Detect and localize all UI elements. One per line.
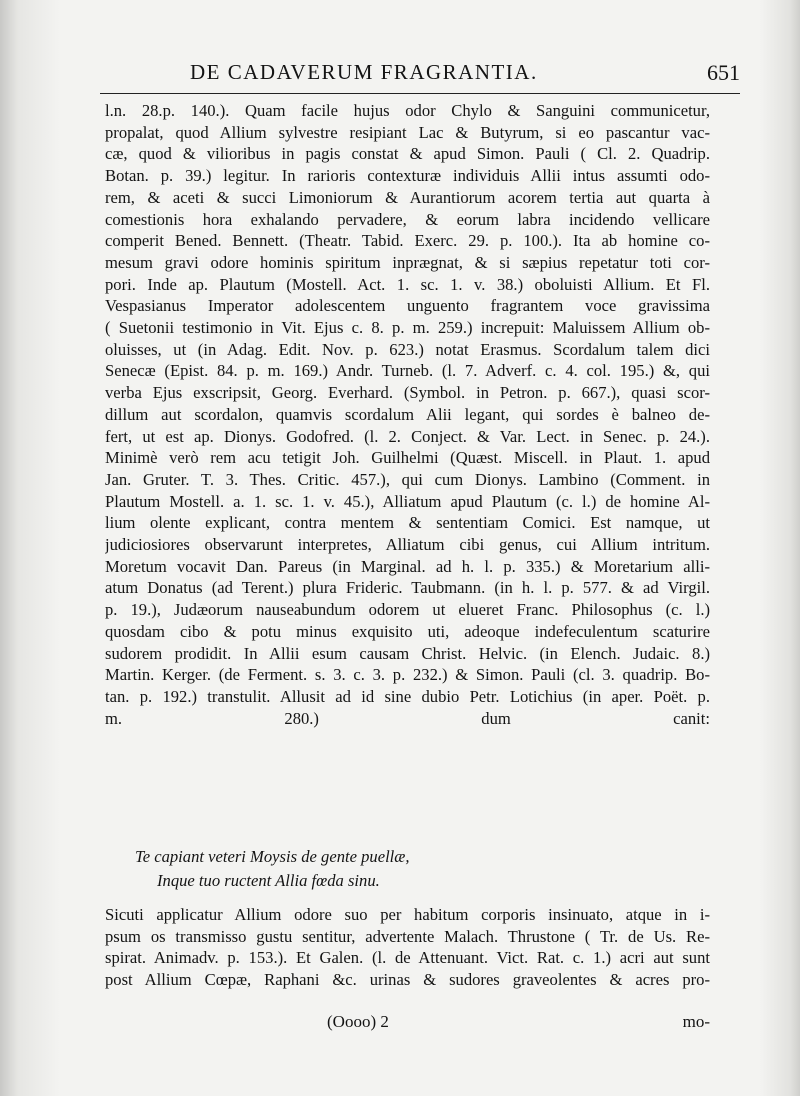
text-line: oluisses, ut (in Adag. Edit. Nov. p. 623.) notat Erasmus. Scordalum talem dici [105, 339, 710, 359]
text-line: psum os transmisso gustu sentitur, advertente Malach. Thrustone ( Tr. de Us. Re- [105, 926, 710, 946]
text-line: Vespasianus Imperator adolescentem unguento fragrantem voce gravissima [105, 296, 710, 316]
text-line: m. 280.) dum canit: [105, 708, 710, 728]
text-line: lium olente explicant, contra mentem & sententiam Comici. Est namque, ut [105, 513, 710, 533]
text-line: ( Suetonii testimonio in Vit. Ejus c. 8. p. m. 259.) increpuit: Maluissem Allium ob- [105, 318, 710, 338]
page-number: 651 [707, 60, 740, 85]
text-line: verba Ejus exscripsit, Georg. Everhard. (Symbol. in Petron. p. 667.), quasi scor- [105, 383, 710, 403]
text-line: mesum gravi odore hominis spiritum inprægnat, & si sæpius repetatur toti cor- [105, 252, 710, 272]
text-line: post Allium Cœpæ, Raphani &c. urinas & sudores graveolentes & acres pro- [105, 970, 710, 990]
text-line: p. 19.), Judæorum nauseabundum odorem ut elueret Franc. Philosophus (c. l.) [105, 600, 710, 620]
text-line: Minimè verò rem acu tetigit Joh. Guilhelmi (Quæst. Miscell. in Plaut. 1. apud [105, 448, 710, 468]
text-line: Martin. Kerger. (de Ferment. s. 3. c. 3. p. 232.) & Simon. Pauli (cl. 3. quadrip. Bo- [105, 665, 710, 685]
text-line: Plautum Mostell. a. 1. sc. 1. v. 45.), Alliatum apud Plautum (c. l.) de homine Al- [105, 491, 710, 511]
signature-mark: (Oooo) 2 [327, 1012, 389, 1031]
text-line: pori. Inde ap. Plautum (Mostell. Act. 1. sc. 1. v. 38.) oboluisti Allium. Et Fl. [105, 274, 710, 294]
text-line: quosdam cibo & potu minus exquisito uti, adeoque indefeculentum scaturire [105, 621, 710, 641]
verse-line: Inque tuo ructent Allia fœda sinu. [157, 871, 380, 890]
text-line: Jan. Gruter. T. 3. Thes. Critic. 457.), qui cum Dionys. Lambino (Comment. in [105, 469, 710, 489]
text-line: judiciosiores observarunt interpretes, Alliatum cibi genus, cui Allium intritum. [105, 535, 710, 555]
text-line: Moretum vocavit Dan. Pareus (in Marginal. ad h. l. p. 335.) & Moretarium alli- [105, 556, 710, 576]
text-line: fert, ut est ap. Dionys. Godofred. (l. 2. Conject. & Var. Lect. in Senec. p. 24.). [105, 426, 710, 446]
text-line: Senecæ (Epist. 84. p. m. 169.) Andr. Turneb. (l. 7. Adverf. c. 4. col. 195.) &, qui [105, 361, 710, 381]
text-line: sudorem prodidit. In Allii esum causam Christ. Helvic. (in Elench. Judaic. 8.) [105, 643, 710, 663]
header-rule [100, 93, 740, 94]
text-line: dillum aut scordalon, quamvis scordalum Alii legant, qui sordes è balneo de- [105, 404, 710, 424]
text-line: tan. p. 192.) transtulit. Allusit ad id sine dubio Petr. Lotichius (in aper. Poët. p. [105, 686, 710, 706]
text-line: comestionis hora exhalando pervadere, & eorum labra incidendo vellicare [105, 209, 710, 229]
verse-line: Te capiant veteri Moysis de gente puellæ, [135, 847, 410, 866]
text-line: spirat. Animadv. p. 153.). Et Galen. (l. de Attenuant. Vict. Rat. c. 1.) acri aut sunt [105, 948, 710, 968]
text-line: Sicuti applicatur Allium odore suo per habitum corporis insinuato, atque in i- [105, 905, 710, 924]
page-header [100, 60, 740, 90]
verse-quotation [135, 845, 410, 893]
text-line: comperit Bened. Bennett. (Theatr. Tabid. Exerc. 29. p. 100.). Ita ab homine co- [105, 231, 710, 251]
text-line: Botan. p. 39.) legitur. In rarioris contexturæ individuis Allii intus assumti odo- [105, 166, 710, 186]
main-text-block [105, 100, 710, 729]
text-line: cæ, quod & vilioribus in pagis constat & apud Simon. Pauli ( Cl. 2. Quadrip. [105, 144, 710, 164]
text-line: atum Donatus (ad Terent.) plura Frideric. Taubmann. (in h. l. p. 577. & ad Virgil. [105, 578, 710, 598]
continuation-text-block [105, 904, 710, 991]
text-line: propalat, quod Allium sylvestre resipiant Lac & Butyrum, si eo pascantur vac- [105, 122, 710, 142]
running-title: DE CADAVERUM FRAGRANTIA. [190, 60, 538, 84]
catchword: mo- [682, 1012, 710, 1031]
page-footer [105, 1012, 710, 1036]
text-line: rem, & aceti & succi Limoniorum & Aurantiorum acorem tertia aut quarta à [105, 187, 710, 207]
text-line: l.n. 28.p. 140.). Quam facile hujus odor Chylo & Sanguini communicetur, [105, 101, 710, 120]
